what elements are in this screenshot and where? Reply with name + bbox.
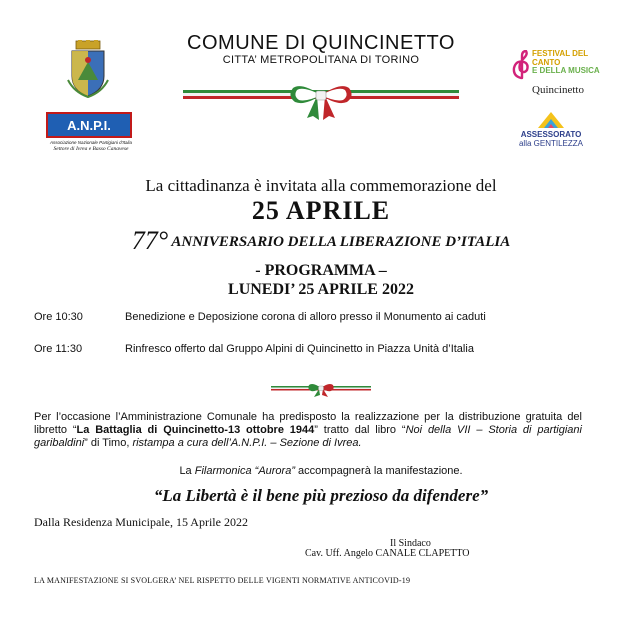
municipal-crest-icon	[66, 40, 110, 98]
book-title: Noi della VII – Storia di partigiani garibaldini	[34, 424, 582, 449]
kindness-icon	[536, 110, 566, 130]
program-description: Rinfresco offerto dal Gruppo Alpini di Quincinetto in Piazza Unità d’Italia	[125, 343, 474, 355]
assessorato-line1: ASSESSORATO	[520, 130, 582, 139]
page-title: COMUNE DI QUINCINETTO	[187, 32, 455, 54]
paragraph-text: ” tratto dal libro “	[314, 424, 406, 436]
reprint-note: ristampa a cura dell’A.N.P.I. – Sezione di Ivrea.	[132, 437, 362, 449]
filarmonica-note	[0, 465, 642, 477]
program-item	[34, 343, 582, 371]
anniversary-number: 77°	[131, 226, 169, 255]
event-date-heading: 25 APRILE	[251, 196, 391, 225]
invitation-text: La cittadinanza è invitata alla commemorazione del	[145, 176, 497, 195]
anniversary-heading	[0, 226, 642, 256]
filarmonica-name: Filarmonica	[194, 465, 252, 477]
program-item	[34, 311, 582, 339]
filarmonica-aurora: “Aurora”	[254, 465, 295, 477]
program-time: Ore 10:30	[34, 311, 83, 323]
residenza-date: Dalla Residenza Municipale, 15 Aprile 2022	[34, 515, 248, 529]
filarmonica-pre: La	[179, 465, 195, 477]
booklet-title: La Battaglia di Quincinetto-13 ottobre 1944	[76, 424, 315, 436]
assessorato-logo	[496, 110, 606, 148]
festival-line1: FESTIVAL DEL CANTO	[532, 49, 589, 67]
programma-date: LUNEDI’ 25 APRILE 2022	[228, 281, 414, 298]
anpi-badge: A.N.P.I.	[46, 112, 132, 138]
program-time: Ore 11:30	[34, 343, 83, 355]
tricolor-ribbon-icon	[183, 82, 459, 120]
small-tricolor-ribbon-icon	[271, 382, 371, 398]
programma-heading: - PROGRAMMA –	[255, 262, 387, 279]
treble-clef-icon	[510, 50, 532, 80]
paragraph-text: Per l’occasione l’Amministrazione Comunale ha predisposto la realizzazione per la distribuzione gratuita del libretto “	[34, 411, 582, 436]
festival-town: Quincinetto	[532, 84, 584, 96]
liberty-quote: “La Libertà è il bene più prezioso da difendere”	[153, 486, 489, 505]
anpi-logo	[46, 112, 136, 153]
festival-line2: E DELLA MUSICA	[532, 66, 600, 75]
anpi-association: Associazione Nazionale Partigiani d'Italia	[50, 140, 132, 145]
sindaco-title: Il Sindaco	[390, 538, 431, 549]
program-description: Benedizione e Deposizione corona di alloro presso il Monumento ai caduti	[125, 311, 486, 323]
announcement-paragraph	[34, 411, 582, 450]
assessorato-line2: alla GENTILEZZA	[518, 139, 583, 148]
page-subtitle: CITTA’ METROPOLITANA DI TORINO	[222, 54, 420, 66]
filarmonica-post: accompagnerà la manifestazione.	[295, 465, 463, 477]
sindaco-name: Cav. Uff. Angelo CANALE CLAPETTO	[305, 548, 470, 559]
anpi-section: Settore di Ivrea e Basso Canavese	[53, 146, 129, 152]
covid-footer-note: LA MANIFESTAZIONE SI SVOLGERA’ NEL RISPETTO DELLE VIGENTI NORMATIVE ANTICOVID-19	[34, 576, 411, 585]
paragraph-text: ” di Timo,	[84, 437, 133, 449]
anniversary-text: ANNIVERSARIO DELLA LIBERAZIONE D’ITALIA	[171, 234, 511, 250]
